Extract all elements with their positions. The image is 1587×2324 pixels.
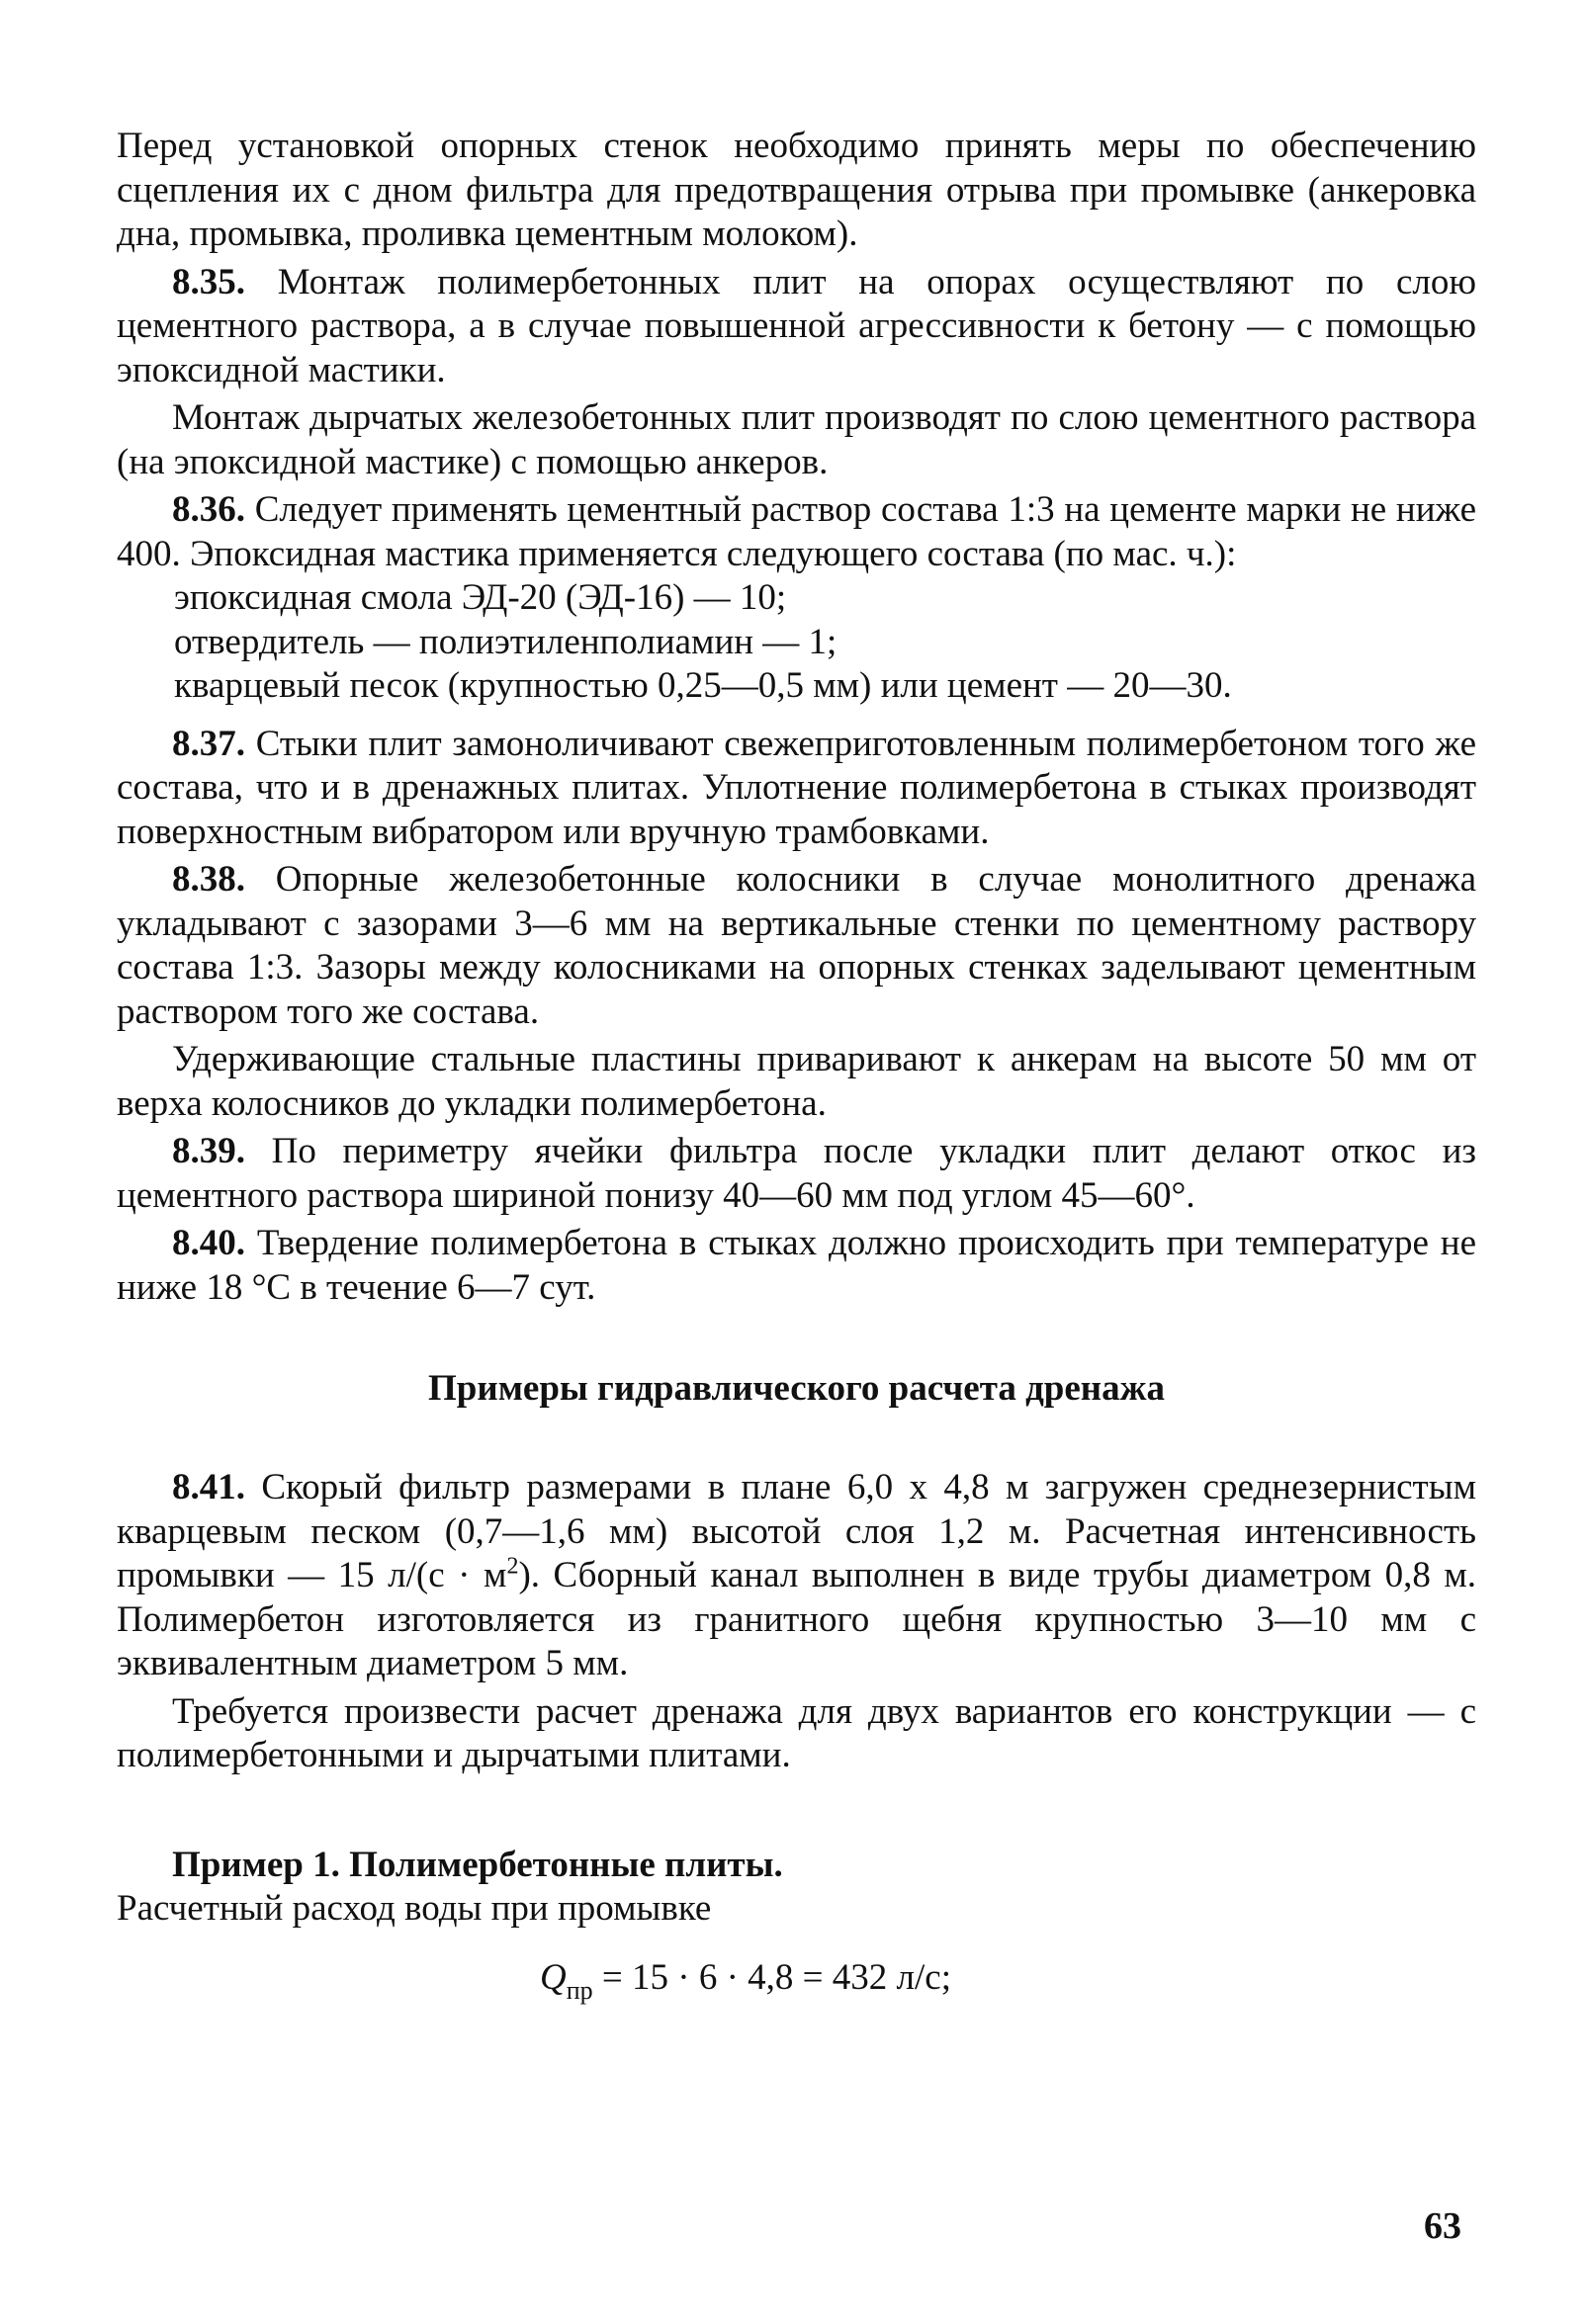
- page-number: 63: [1424, 2205, 1461, 2247]
- paragraph-8-41: [117, 1466, 1476, 1686]
- clause-text: Монтаж полимербетонных плит на опорах осуществляют по слою цементного раствора, а в случае повышенной агрессивности к бетону — с помощью эпоксидной мастики.: [117, 261, 1476, 390]
- list-item: отвердитель — полиэтиленполиамин — 1;: [174, 621, 838, 662]
- section-title: Примеры гидравлического расчета дренажа: [428, 1368, 1165, 1409]
- clause-text-b: ). Сборный канал выполнен в виде трубы диаметром 0,8 м. Полимербетон изготовляется из гранитного щебня крупностью 3—10 мм с эквивалентным диаметром 5 мм.: [117, 1555, 1477, 1683]
- clause-number: 8.39.: [172, 1131, 245, 1171]
- clause-number: 8.37.: [172, 723, 245, 764]
- clause-number: 8.40.: [172, 1223, 245, 1263]
- clause-text-a: Скорый фильтр размерами в плане 6,0 х 4,8 м загружен среднезернистым кварцевым песком (0,7—1,6 мм) высотой слоя 1,2 м. Расчетная интенсивность промывки — 15 л/(с · м: [117, 1467, 1476, 1595]
- example-text: Расчетный расход воды при промывке: [117, 1887, 712, 1929]
- clause-number: 8.41.: [172, 1467, 245, 1507]
- mastic-composition-list: [117, 576, 1476, 709]
- clause-text: Стыки плит замоноличивают свежеприготовленным полимербетоном того же состава, что и в дренажных плитах. Уплотнение полимербетона в стыках производят поверхностным вибратором или вручную трамбовками.: [117, 723, 1476, 852]
- paragraph-8-40: [117, 1222, 1476, 1310]
- clause-number: 8.38.: [172, 859, 245, 900]
- formula: [117, 1956, 1476, 2005]
- paragraph-8-37: [117, 723, 1476, 855]
- text-column: [117, 125, 1477, 2005]
- paragraph-8-38-b: Удерживающие стальные пластины приваривают к анкерам на высоте 50 мм от верха колосников до укладки полимербетона.: [117, 1039, 1476, 1124]
- clause-text: По периметру ячейки фильтра после укладки плит делают откос из цементного раствора шириной понизу 40—60 мм под углом 45—60°.: [117, 1131, 1476, 1216]
- clause-number: 8.35.: [172, 261, 245, 302]
- clause-text: Твердение полимербетона в стыках должно происходить при температуре не ниже 18 °С в течение 6—7 сут.: [117, 1223, 1476, 1308]
- paragraph-8-36: [117, 488, 1476, 576]
- example-title: Пример 1. Полимербетонные плиты.: [172, 1844, 783, 1885]
- formula-rhs: = 15 · 6 · 4,8 = 432 л/с;: [592, 1957, 951, 1998]
- formula-lhs: Q: [540, 1957, 567, 1998]
- formula-subscript: пр: [566, 1976, 593, 2005]
- paragraph-8-41-b: Требуется произвести расчет дренажа для двух вариантов его конструкции — с полимербетонными и дырчатыми плитами.: [117, 1690, 1476, 1775]
- paragraph-intro: Перед установкой опорных стенок необходимо принять меры по обеспечению сцепления их с дном фильтра для предотвращения отрыва при промывке (анкеровка дна, промывка, проливка цементным молоком).: [117, 126, 1476, 254]
- clause-text: Опорные железобетонные колосники в случае монолитного дренажа укладывают с зазорами 3—6 мм на вертикальные стенки по цементному раствору состава 1:3. Зазоры между колосниками на опорных стенках заделывают цементным раствором того же состава.: [117, 859, 1476, 1032]
- paragraph-8-35-b: Монтаж дырчатых железобетонных плит производят по слою цементного раствора (на эпоксидной мастике) с помощью анкеров.: [117, 397, 1476, 482]
- clause-number: 8.36.: [172, 489, 245, 530]
- paragraph-8-39: [117, 1130, 1476, 1218]
- list-item: кварцевый песок (крупностью 0,25—0,5 мм) или цемент — 20—30.: [174, 665, 1232, 706]
- list-item: эпоксидная смола ЭД-20 (ЭД-16) — 10;: [174, 577, 787, 618]
- paragraph-8-35: [117, 261, 1476, 393]
- clause-text: Следует применять цементный раствор состава 1:3 на цементе марки не ниже 400. Эпоксидная мастика применяется следующего состава (по мас. ч.):: [117, 489, 1476, 574]
- paragraph-8-38: [117, 858, 1476, 1034]
- superscript: 2: [506, 1553, 519, 1580]
